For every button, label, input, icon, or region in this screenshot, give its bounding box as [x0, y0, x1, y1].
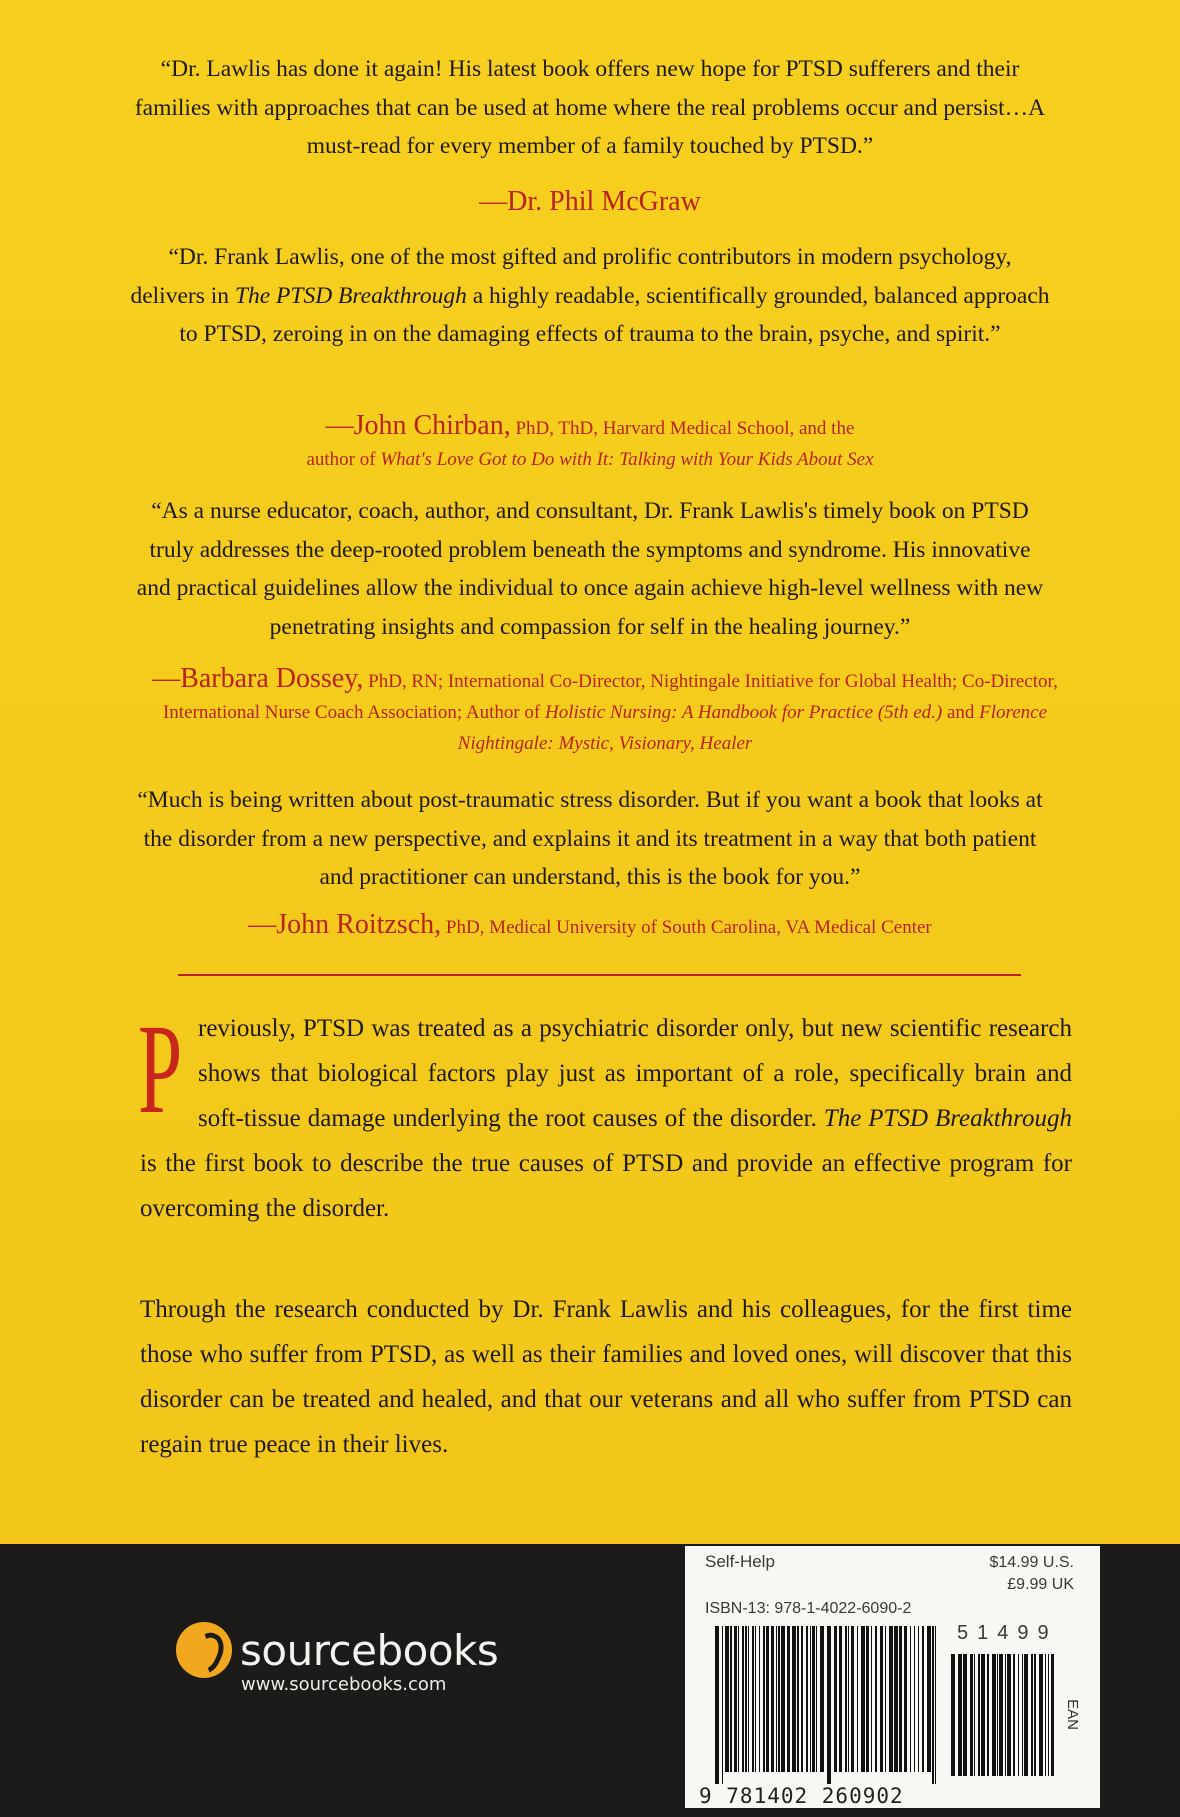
- price-label: [990, 1552, 1075, 1596]
- barcode-bar: [927, 1626, 931, 1772]
- barcode-bar: [958, 1654, 962, 1776]
- barcode-bar: [766, 1626, 769, 1772]
- barcode-bar: [889, 1626, 893, 1772]
- barcode-bar: [963, 1654, 967, 1776]
- barcode-bar: [752, 1626, 754, 1772]
- blurb-quote-2: [130, 238, 1050, 354]
- description-paragraph-1: Previously, PTSD was treated as a psychiatric disorder only, but new scientific research shows that biological factors play just as important of a role, specifically brain and soft-tissue damage underlying the root causes of the disorder. The PTSD Breakthrough is the first book to describe the true causes of PTSD and provide an effective program for overcoming the disorder.: [138, 998, 1072, 1222]
- publisher-name: sourcebooks: [240, 1625, 499, 1675]
- barcode-bar: [810, 1626, 811, 1772]
- barcode-bar: [999, 1654, 1003, 1776]
- barcode-bar: [734, 1626, 737, 1772]
- barcode-bar: [1051, 1654, 1054, 1776]
- barcode-bar: [827, 1626, 831, 1784]
- blurb-credentials-2: PhD, ThD, Harvard Medical School, and the: [510, 418, 855, 439]
- barcode-bar: [875, 1626, 877, 1772]
- publisher-logo: [176, 1620, 498, 1680]
- barcode-bar: [974, 1654, 975, 1776]
- barcode-bar: [866, 1626, 869, 1772]
- barcode-bar: [725, 1626, 729, 1772]
- barcode-bar: [871, 1626, 872, 1772]
- blurb-quote-2-text: “Dr. Frank Lawlis, one of the most gifted and prolific contributors in modern psychology, delivers in: [130, 244, 1012, 309]
- barcode-bar: [845, 1626, 847, 1772]
- isbn-label: ISBN-13: 978-1-4022-6090-2: [705, 1600, 912, 1617]
- barcode-bar: [1039, 1654, 1043, 1776]
- barcode-bar: [738, 1626, 739, 1772]
- barcode-bar: [715, 1626, 719, 1784]
- barcode-bar: [1013, 1654, 1015, 1776]
- blurb-attribution-2: [120, 410, 1060, 475]
- blurb-credentials-4: PhD, Medical University of South Carolina, VA Medical Center: [441, 917, 932, 938]
- description-paragraph-2: Through the research conducted by Dr. Frank Lawlis and his colleagues, for the first time those who suffer from PTSD, as well as their families and loved ones, will discover that this disorder can be treated and healed, and that our veterans and all who suffer from PTSD can regain true peace in their lives.: [140, 1296, 1072, 1458]
- barcode-bar: [932, 1626, 934, 1784]
- blurb-name-1: —Dr. Phil McGraw: [479, 186, 701, 217]
- barcode-bar: [997, 1654, 998, 1776]
- barcode-bar: [755, 1626, 756, 1772]
- blurb-name-3: —Barbara Dossey,: [152, 663, 364, 694]
- barcode-bar: [1018, 1654, 1019, 1776]
- barcode-bar: [899, 1626, 902, 1772]
- barcode-digits: 9 781402 260902: [699, 1784, 904, 1808]
- barcode-bar: [748, 1626, 749, 1772]
- barcode-bar: [951, 1654, 955, 1776]
- barcode-bar: [981, 1654, 985, 1776]
- barcode-bar: [839, 1626, 842, 1772]
- divider-rule: [178, 974, 1021, 976]
- barcode-bar: [792, 1626, 796, 1772]
- blurb-quote-3: “As a nurse educator, coach, author, and consultant, Dr. Frank Lawlis's timely book on PTSD truly addresses the deep-rooted problem beneath the symptoms and syndrome. His innovative and practical guidelines allow the individual to once again achieve high-level wellness with new penetrating insights and compassion for self in the healing journey.”: [136, 498, 1044, 640]
- barcode-bar: [797, 1626, 799, 1772]
- barcode-bar: [759, 1626, 760, 1772]
- barcode-bar: [801, 1626, 803, 1772]
- publisher-url: www.sourcebooks.com: [241, 1674, 447, 1695]
- barcode-bar: [745, 1626, 747, 1772]
- barcode-bar: [806, 1626, 808, 1772]
- drop-cap: P: [138, 998, 183, 1140]
- barcode-bar: [781, 1626, 785, 1772]
- barcode-addon: [949, 1654, 1059, 1788]
- blurb-name-4: —John Roitzsch,: [248, 909, 442, 940]
- barcode-bar: [1034, 1654, 1036, 1776]
- barcode-bar: [1022, 1654, 1023, 1776]
- barcode-bar: [1031, 1654, 1033, 1776]
- barcode-bar: [1045, 1654, 1046, 1776]
- blurb-quote-2-title: The PTSD Breakthrough: [234, 282, 467, 309]
- barcode-bar: [857, 1626, 858, 1772]
- barcode-bar: [922, 1626, 924, 1772]
- ean-label: EAN: [1064, 1699, 1082, 1730]
- sourcebooks-logo-icon: [176, 1622, 232, 1678]
- barcode-bar: [848, 1626, 849, 1772]
- blurb-name-2: —John Chirban,: [325, 410, 511, 441]
- category-label: Self-Help: [705, 1552, 775, 1571]
- blurb-credentials-2b: author of: [306, 449, 381, 470]
- description-book-title: The PTSD Breakthrough: [823, 1105, 1072, 1132]
- barcode-bar: [987, 1654, 989, 1776]
- barcode-box: [685, 1546, 1100, 1808]
- barcode-bar: [914, 1626, 915, 1772]
- barcode-bar: [730, 1626, 732, 1772]
- blurb-attribution-4: [120, 909, 1060, 941]
- barcode-bar: [778, 1626, 780, 1772]
- barcode-bar: [787, 1626, 790, 1772]
- barcode-bar: [1048, 1654, 1049, 1776]
- barcode-bar: [722, 1626, 723, 1784]
- barcode-bar: [742, 1626, 744, 1772]
- barcode-bar: [820, 1626, 824, 1772]
- barcode-bar: [771, 1626, 774, 1772]
- barcode-bar: [970, 1654, 973, 1776]
- barcode-bar: [880, 1626, 883, 1772]
- price-uk: £9.99 UK: [1007, 1576, 1074, 1593]
- barcode-bar: [992, 1654, 996, 1776]
- barcode-bar: [918, 1626, 919, 1772]
- blurb-credentials-3: PhD, RN; International Co-Director, Nightingale Initiative for Global Health; Co-Director, International Nurse Coach Association; Author of Holistic Nursing: A Handbook for Practice (5th ed.) and Florence Nightingale: Mystic, Visionary, Healer: [162, 671, 1058, 754]
- barcode-bar: [1005, 1654, 1006, 1776]
- blurb-quote-4: “Much is being written about post-traumatic stress disorder. But if you want a book that looks at the disorder from a new perspective, and explains it and its treatment in a way that both patient and practitioner can understand, this is the book for you.”: [137, 787, 1043, 890]
- barcode-bar: [904, 1626, 907, 1772]
- barcode-bar: [816, 1626, 817, 1772]
- barcode-bar: [1007, 1654, 1011, 1776]
- barcode-main: [713, 1626, 941, 1784]
- barcode-bar: [1024, 1654, 1028, 1776]
- barcode-bar: [834, 1626, 837, 1772]
- blurb-quote-2-text-end: a highly readable, scientifically grounded, balanced approach to PTSD, zeroing in on the damaging effects of trauma to the brain, psyche, and spirit.”: [179, 282, 1050, 347]
- price-addon-digits: 51499: [957, 1622, 1058, 1644]
- barcode-bar: [851, 1626, 854, 1772]
- barcode-bar: [885, 1626, 886, 1772]
- barcode-bar: [776, 1626, 777, 1772]
- barcode-bar: [861, 1626, 865, 1772]
- price-us: $14.99 U.S.: [989, 1554, 1074, 1571]
- blurb-quote-1: “Dr. Lawlis has done it again! His latest book offers new hope for PTSD sufferers and their families with approaches that can be used at home where the real problems occur and persist…A must-read for every member of a family touched by PTSD.”: [134, 56, 1046, 159]
- barcode-bar: [935, 1626, 936, 1784]
- barcode-bar: [894, 1626, 898, 1772]
- barcode-bar: [910, 1626, 911, 1772]
- barcode-bar: [812, 1626, 815, 1772]
- barcode-bar: [763, 1626, 765, 1772]
- blurb-attribution-3: [132, 663, 1078, 759]
- blurb-credentials-2-title: What's Love Got to Do with It: Talking with Your Kids About Sex: [380, 449, 874, 470]
- barcode-bar: [978, 1654, 980, 1776]
- blurb-attribution-1: [120, 186, 1060, 218]
